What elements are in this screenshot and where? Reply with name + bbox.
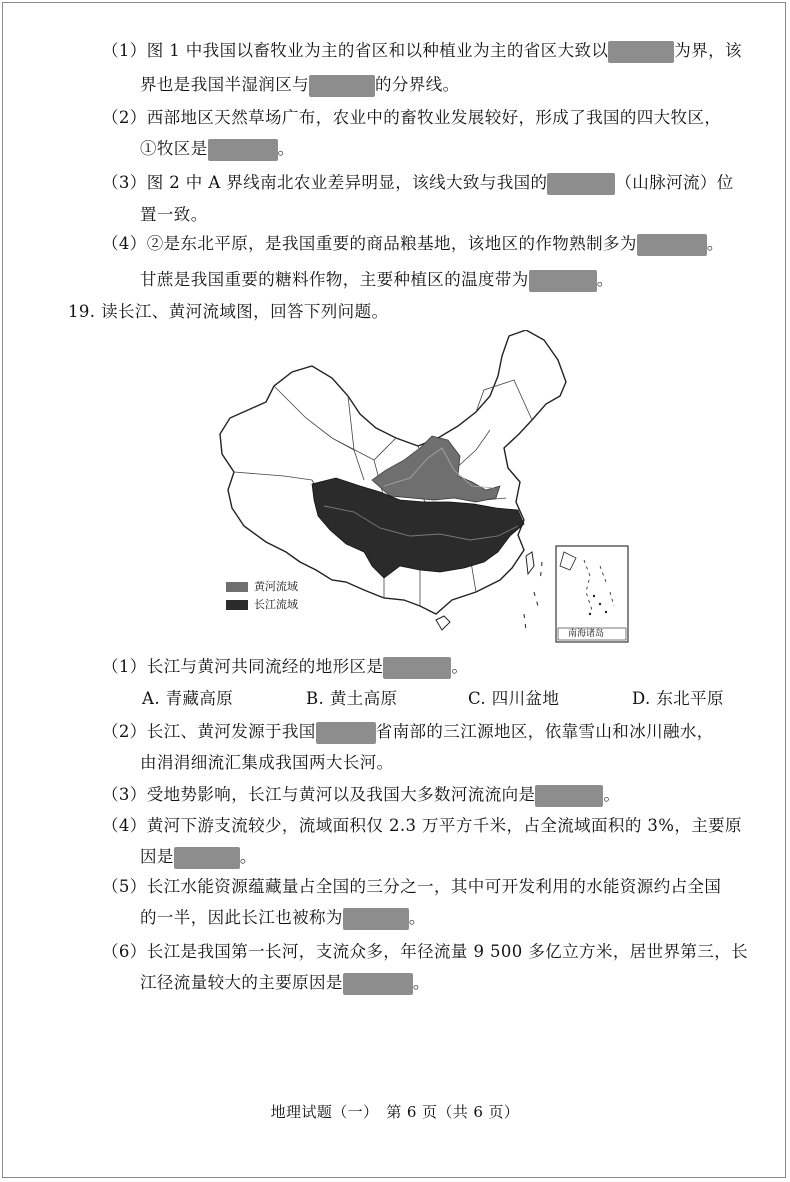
answer-blank[interactable]: [174, 847, 240, 869]
q18-2-line1: （2）西部地区天然草场广布，农业中的畜牧业发展较好，形成了我国的四大牧区，: [102, 108, 722, 127]
option-b[interactable]: B. 黄土高原: [306, 689, 398, 708]
q19-5-line2: 的一半，因此长江也被称为 。: [140, 907, 426, 930]
answer-blank[interactable]: [637, 234, 707, 256]
q19-stem: 19. 读长江、黄河流域图，回答下列问题。: [68, 302, 389, 321]
inset-label: 南海诸岛: [568, 629, 605, 639]
q19-2-line1: （2）长江、黄河发源于我国 省南部的三江源地区，依靠雪山和冰川融水，: [102, 721, 714, 744]
legend-item-yellow-river: 黄河流域: [226, 580, 298, 594]
option-c[interactable]: C. 四川盆地: [468, 689, 560, 708]
china-river-basin-map: [214, 330, 634, 646]
answer-blank[interactable]: [383, 657, 451, 679]
q19-2-line2: 由涓涓细流汇集成我国两大长河。: [140, 753, 394, 772]
answer-blank[interactable]: [547, 173, 615, 195]
q18-1-line2: 界也是我国半湿润区与 的分界线。: [140, 74, 460, 97]
q19-6-line1: （6）长江是我国第一长河，支流众多，年径流量 9 500 多亿立方米，居世界第三，长: [102, 942, 749, 961]
q19-4-line1: （4）黄河下游支流较少，流域面积仅 2.3 万平方千米，占全流域面积的 3%，主要原: [102, 816, 742, 835]
answer-blank[interactable]: [343, 973, 413, 995]
q18-3-line2: 置一致。: [140, 205, 208, 224]
q19-4-line2: 因是 。: [140, 846, 257, 869]
q19-1: （1）长江与黄河共同流经的地形区是 。: [102, 656, 468, 679]
q19-6-line2: 江径流量较大的主要原因是 。: [140, 972, 430, 995]
q18-3-line1: （3）图 2 中 A 界线南北农业差异明显，该线大致与我国的 （山脉河流）位: [102, 172, 734, 195]
answer-blank[interactable]: [529, 270, 597, 292]
q18-2-line2: ①牧区是 。: [140, 138, 295, 161]
answer-blank[interactable]: [535, 785, 603, 807]
page-footer: 地理试题（一） 第 6 页（共 6 页）: [270, 1103, 520, 1121]
legend-swatch: [226, 582, 248, 592]
q18-4-line2: 甘蔗是我国重要的糖料作物，主要种植区的温度带为 。: [140, 269, 614, 292]
option-d[interactable]: D. 东北平原: [632, 689, 724, 708]
q19-3: （3）受地势影响，长江与黄河以及我国大多数河流流向是 。: [102, 784, 620, 807]
answer-blank[interactable]: [208, 139, 278, 161]
answer-blank[interactable]: [608, 41, 674, 63]
answer-blank[interactable]: [343, 908, 409, 930]
q19-5-line1: （5）长江水能资源蕴藏量占全国的三分之一，其中可开发利用的水能资源约占全国: [102, 877, 722, 896]
legend-swatch: [226, 600, 248, 610]
answer-blank[interactable]: [316, 722, 376, 744]
answer-blank[interactable]: [309, 75, 375, 97]
q18-4-line1: （4）②是东北平原，是我国重要的商品粮基地，该地区的作物熟制多为 。: [102, 233, 724, 256]
legend-item-yangtze-river: 长江流域: [226, 598, 298, 612]
option-a[interactable]: A. 青藏高原: [142, 689, 234, 708]
q18-1-line1: （1）图 1 中我国以畜牧业为主的省区和以种植业为主的省区大致以 为界，该: [102, 40, 742, 63]
